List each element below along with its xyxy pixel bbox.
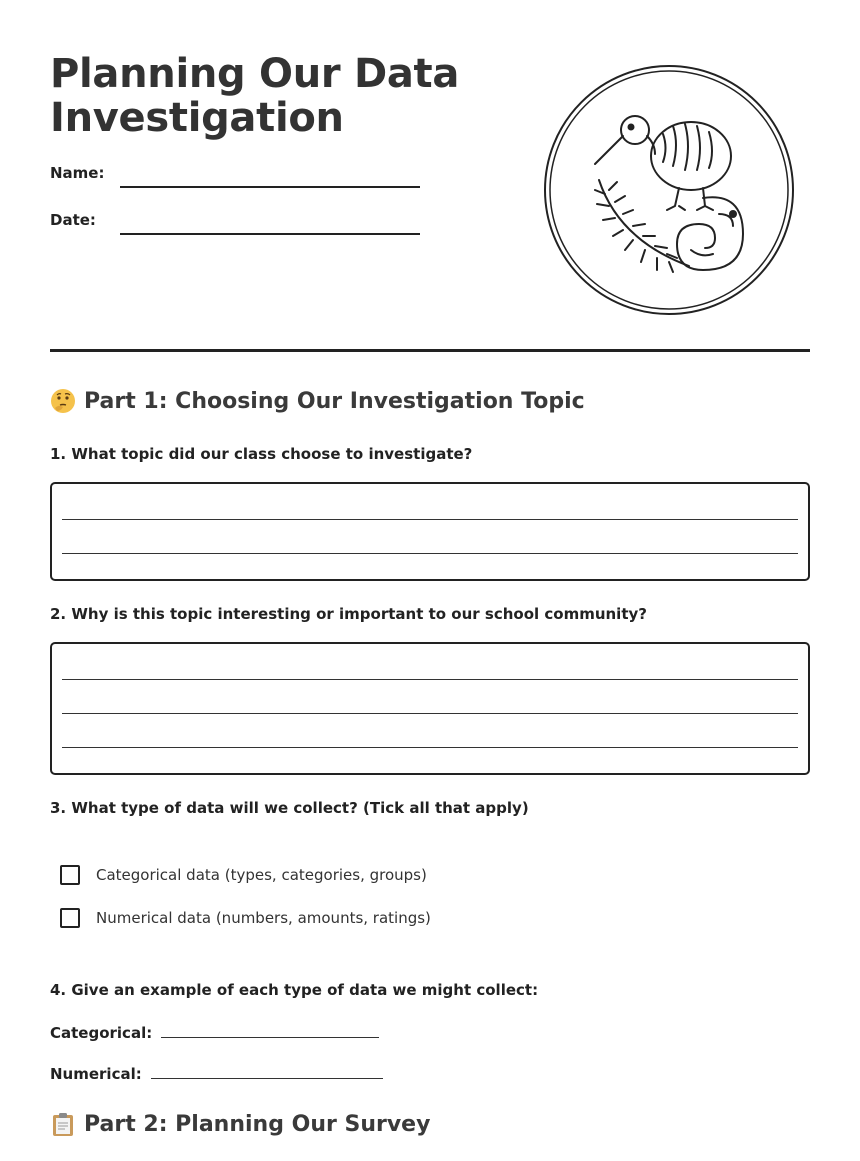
categorical-checkbox[interactable] <box>60 865 80 885</box>
numerical-checkbox[interactable] <box>60 908 80 928</box>
answer-box-1[interactable] <box>50 482 810 581</box>
kiwi-fern-koru-emblem-icon <box>543 64 795 316</box>
question-1: 1. What topic did our class choose to investigate? <box>50 445 473 463</box>
numerical-example-row <box>50 1064 383 1083</box>
header-divider <box>50 349 810 352</box>
question-2: 2. Why is this topic interesting or important to our school community? <box>50 605 647 623</box>
part2-title: Part 2: Planning Our Survey <box>84 1111 431 1137</box>
answer-line <box>62 713 798 714</box>
numerical-example-field[interactable] <box>151 1064 383 1079</box>
categorical-example-label: Categorical: <box>50 1024 153 1042</box>
answer-line <box>62 519 798 520</box>
thinking-face-icon <box>50 388 76 414</box>
answer-line <box>62 679 798 680</box>
option-numerical[interactable] <box>60 908 431 928</box>
clipboard-icon <box>50 1111 76 1137</box>
title-line-1: Planning Our Data <box>50 51 460 97</box>
numerical-example-label: Numerical: <box>50 1065 142 1083</box>
part1-heading <box>50 388 585 414</box>
title-line-2: Investigation <box>50 95 344 141</box>
answer-line <box>62 553 798 554</box>
categorical-example-field[interactable] <box>161 1023 379 1038</box>
answer-box-2[interactable] <box>50 642 810 775</box>
question-4: 4. Give an example of each type of data we might collect: <box>50 981 539 999</box>
categorical-option-label: Categorical data (types, categories, groups) <box>96 866 427 884</box>
option-categorical[interactable] <box>60 865 427 885</box>
answer-line <box>62 747 798 748</box>
page-title <box>50 52 459 140</box>
date-field[interactable] <box>120 233 420 235</box>
name-label: Name: <box>50 164 105 182</box>
numerical-option-label: Numerical data (numbers, amounts, ratings) <box>96 909 431 927</box>
categorical-example-row <box>50 1023 379 1042</box>
part2-heading <box>50 1111 430 1137</box>
question-3: 3. What type of data will we collect? (Tick all that apply) <box>50 799 529 817</box>
part1-title: Part 1: Choosing Our Investigation Topic <box>84 388 585 414</box>
name-field[interactable] <box>120 186 420 188</box>
date-label: Date: <box>50 211 96 229</box>
